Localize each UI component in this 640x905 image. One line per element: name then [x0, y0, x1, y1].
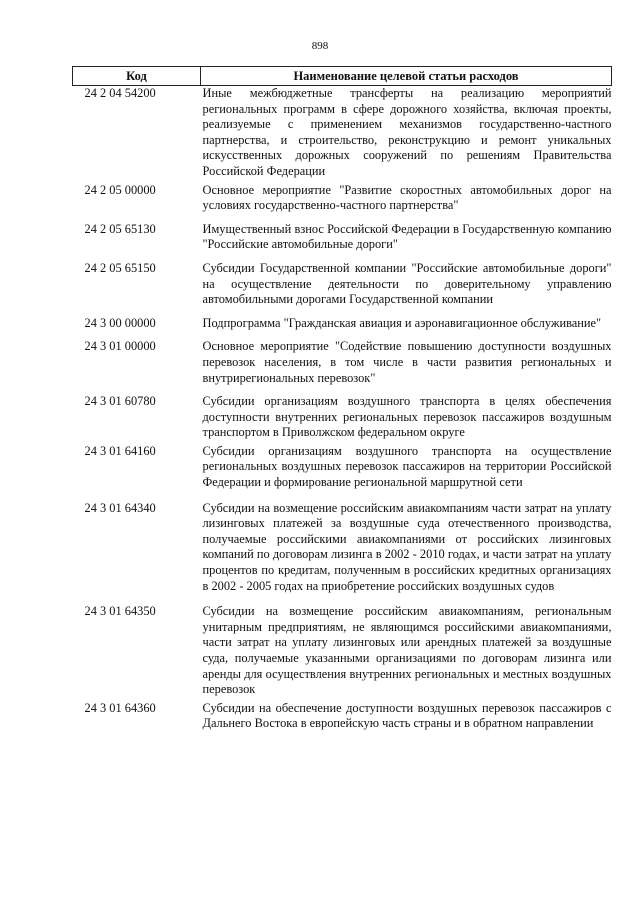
row-code: 24 3 01 64160: [84, 443, 156, 458]
row-name: Основное мероприятие "Развитие скоростных автомобильных дорог на условиях государственно-частного партнерства": [202, 182, 612, 213]
row-name: Основное мероприятие "Содействие повышению доступности воздушных перевозок населения, в том числе в части развития региональных и внутрирегиональных перевозок": [202, 339, 612, 385]
row-code: 24 2 05 00000: [84, 182, 156, 197]
header-name: Наименование целевой статьи расходов: [201, 67, 612, 86]
table-row: [73, 604, 612, 701]
row-code: 24 2 05 65150: [84, 260, 156, 275]
table-row: [73, 339, 612, 394]
row-code: 24 2 04 54200: [84, 86, 156, 100]
table-row: [73, 183, 612, 222]
row-name: Субсидии организациям воздушного транспорта в целях обеспечения доступности внутренних региональных перевозок пассажиров воздушным транспортом в Приволжском федеральном округе: [202, 394, 612, 440]
table-header-row: [73, 67, 612, 86]
row-name: Имущественный взнос Российской Федерации в Государственную компанию "Российские автомобильные дороги": [202, 221, 612, 252]
table-row: [73, 701, 612, 732]
row-code: 24 3 00 00000: [84, 315, 156, 330]
table-row: [73, 444, 612, 501]
row-code: 24 3 01 64360: [84, 700, 156, 715]
row-code: 24 3 01 00000: [84, 339, 156, 354]
table-row: [73, 394, 612, 444]
table-row: [73, 501, 612, 605]
row-name: Субсидии на возмещение российским авиакомпаниям, региональным унитарным предприятиям, не являющимся российскими авиакомпаниями, части затрат на уплату лизинговых или арендных платежей за воздушные суда, получаемые указанными организациями по договорам лизинга или аренды для осуществления внутренних региональных и местных воздушных перевозок: [202, 604, 612, 697]
table-row: [73, 222, 612, 261]
row-name: Субсидии Государственной компании "Российские автомобильные дороги" на осуществление деятельности по доверительному управлению автомобильными дорогами Государственной компании: [202, 260, 612, 307]
table-row: [73, 261, 612, 316]
row-code: 24 3 01 64350: [84, 604, 156, 619]
row-name: Субсидии организациям воздушного транспорта на осуществление региональных воздушных перевозок пассажиров на территории Российской Федерации и формирование региональной маршрутной сети: [202, 443, 612, 490]
row-name: Субсидии на возмещение российским авиакомпаниям части затрат на уплату лизинговых платежей за воздушные суда отечественного производства, получаемые российскими авиакомпаниями от российских лизинговых компаний по договорам лизинга в 2002 - 2010 годах, и части затрат на уплату процентов по кредитам, полученным в российских кредитных организациях в 2002 - 2005 годах на приобретение российских воздушных судов: [202, 500, 612, 593]
row-code: 24 3 01 60780: [84, 394, 156, 409]
row-code: 24 3 01 64340: [84, 500, 156, 515]
row-name: Подпрограмма "Гражданская авиация и аэронавигационное обслуживание": [202, 315, 602, 330]
row-code: 24 2 05 65130: [84, 221, 156, 236]
header-code: Код: [73, 67, 201, 86]
table-row: [73, 86, 612, 183]
row-name: Субсидии на обеспечение доступности воздушных перевозок пассажиров с Дальнего Востока в европейскую часть страны и в обратном направлении: [202, 700, 612, 731]
page-number: 898: [311, 40, 329, 52]
table-row: [73, 316, 612, 340]
row-name: Иные межбюджетные трансферты на реализацию мероприятий региональных программ в сфере дорожного хозяйства, включая проекты, реализуемые с применением механизмов государственно-частного партнерства, и строительство, реконструкцию и ремонт уникальных искусственных дорожных сооружений по решениям Правительства Российской Федерации: [202, 86, 612, 178]
budget-items-table: [72, 66, 612, 732]
